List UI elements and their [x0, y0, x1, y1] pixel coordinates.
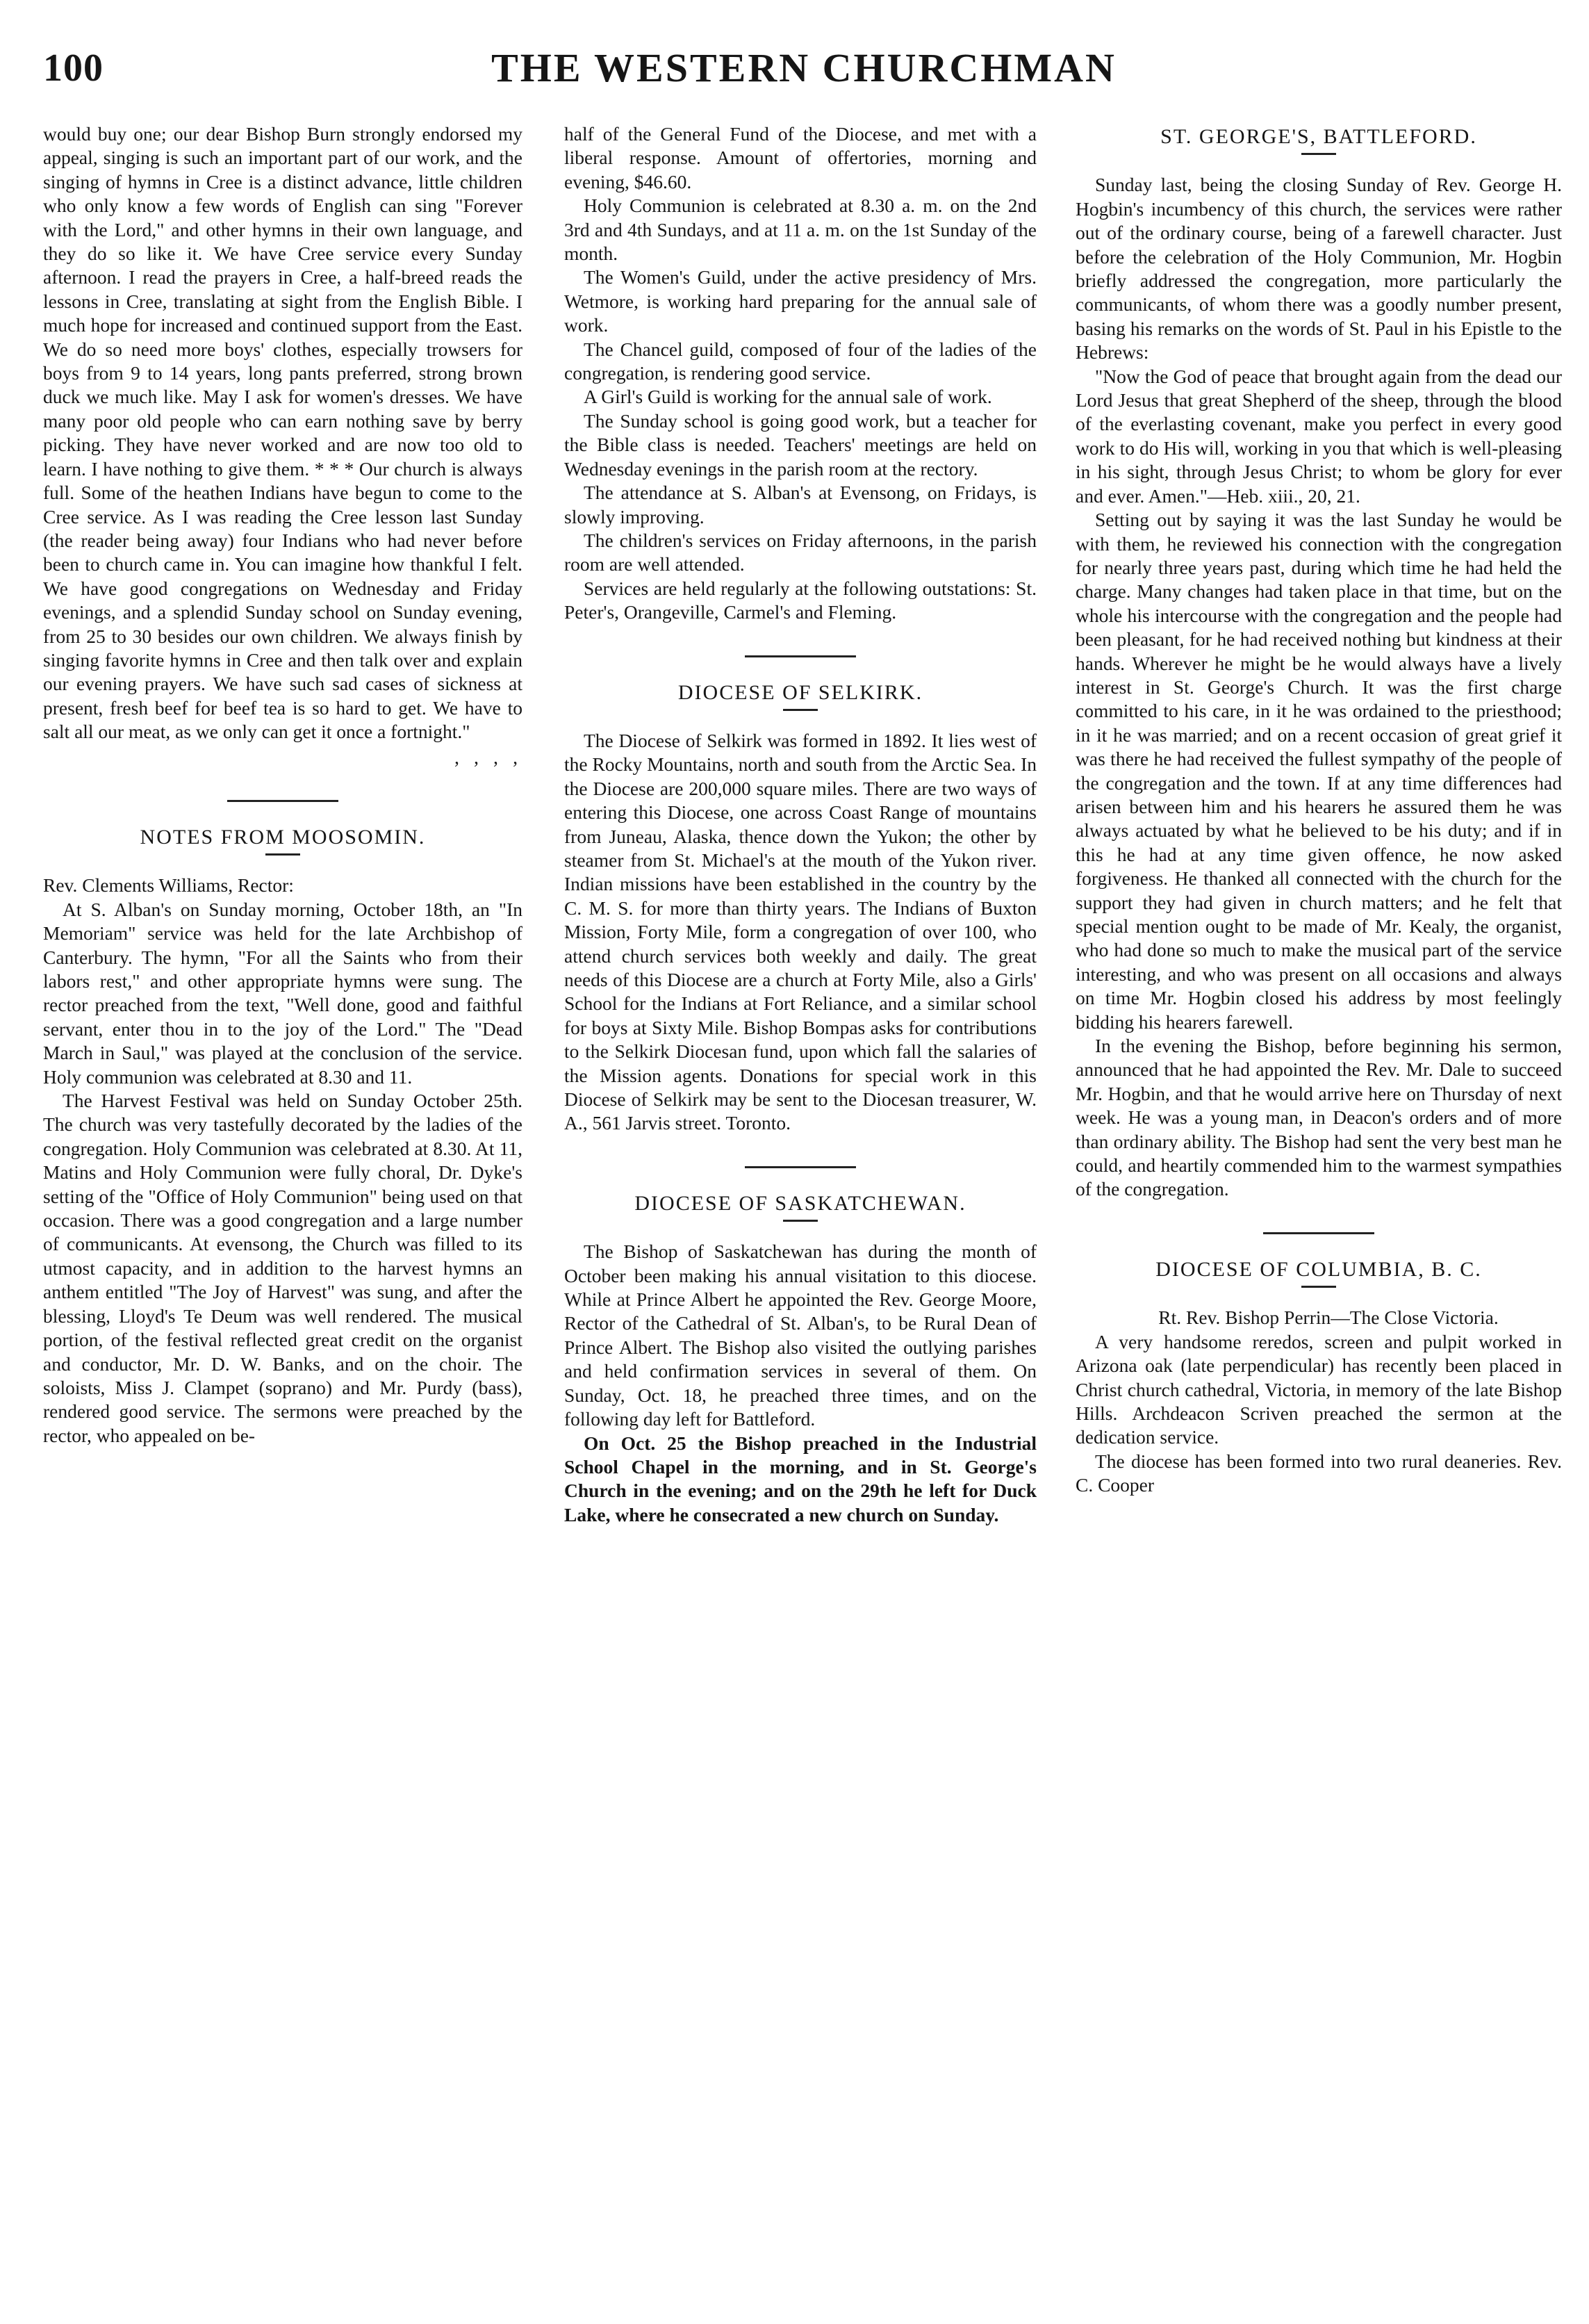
heading-rule: [265, 853, 300, 856]
article-paragraph: The Chancel guild, composed of four of the ladies of the congregation, is rendering good service.: [564, 338, 1037, 384]
article-paragraph: The Sunday school is going good work, but a teacher for the Bible class is needed. Teachers' meetings are held on Wednesday evenings in the parish room at the rectory.: [564, 409, 1037, 480]
heading-notes-from-moosomin: NOTES FROM MOOSOMIN.: [140, 825, 426, 849]
column-1: [43, 122, 522, 2298]
heading-diocese-of-columbia: DIOCESE OF COLUMBIA, B. C.: [1155, 1257, 1482, 1281]
heading-diocese-of-saskatchewan: DIOCESE OF SASKATCHEWAN.: [634, 1191, 966, 1215]
article-paragraph: The children's services on Friday afternoons, in the parish room are well attended.: [564, 529, 1037, 575]
newspaper-title: THE WESTERN CHURCHMAN: [491, 45, 1117, 90]
article-paragraph: Sunday last, being the closing Sunday of Rev. George H. Hogbin's incumbency of this church, the services were rather out of the ordinary course, being of a farewell character. Just before the celebration of the Holy Communion, Mr. Hogbin briefly addressed the congregation, more particularly the communicants, of whom there was a goodly number present, basing his remarks on the words of St. Paul in his Epistle to the Hebrews:: [1076, 174, 1562, 363]
heading-rule: [1301, 1286, 1336, 1288]
letter-continuation: would buy one; our dear Bishop Burn strongly endorsed my appeal, singing is such an important part of our work, and the singing of hymns in Cree is a distinct advance, little children who only know a few words of English can sing "Forever with the Lord," and other hymns in their own language, and they do so like it. We have Cree service every Sunday afternoon. I read the prayers in Cree, a half-breed reads the lessons in Cree, translating at sight from the English Bible. I much hope for increased and continued support from the East. We do so need more boys' clothes, especially trowsers for boys from 9 to 14 years, long pants preferred, strong brown duck we much like. May I ask for women's dresses. We have many poor old people who can earn nothing save by berry picking. They have never worked and are now too old to learn. I have nothing to give them. * * * Our church is always full. Some of the heathen Indians have begun to come to the Cree service. As I was reading the Cree lesson last Sunday (the reader being away) four Indians who had never before been to church came in. You can imagine how thankful I felt. We have good congregations on Wednesday and Friday evenings, and a splendid Sunday school on Sunday evening, from 25 to 30 besides our own children. We always finish by singing favorite hymns in Cree and then talk over and explain our evening prayers. We have such sad cases of sickness at present, fresh beef for beef tea is so hard to get. We have to salt all our meat, as we only can get it once a fortnight.": [43, 123, 522, 743]
column-2: [564, 122, 1037, 2298]
section-divider: [227, 800, 338, 802]
article-paragraph: half of the General Fund of the Diocese, and met with a liberal response. Amount of offertories, morning and evening, $46.60.: [564, 123, 1037, 193]
article-paragraph: The Diocese of Selkirk was formed in 1892. It lies west of the Rocky Mountains, north and south from the Arctic Sea. In the Diocese are 200,000 square miles. There are two ways of entering this Diocese, one across Coast Range of mountains from Juneau, Alaska, thence down the Yukon; the other by steamer from St. Michael's at the mouth of the Yukon river. Indian missions have been established in the country by the C. M. S. for more than thirty years. The Indians of Buxton Mission, Forty Mile, form a congregation of over 100, who attend church services both weekly and daily. The great needs of this Diocese are a church at Forty Mile, also a Girls' School for the Indians at Fort Reliance, and a similar school for boys at Sixty Mile. Bishop Bompas asks for contributions to the Selkirk Diocesan fund, upon which fall the salaries of the Mission agents. Donations for special work in this Diocese of Selkirk may be sent to the Diocesan treasurer, W. A., 561 Jarvis street. Toronto.: [564, 729, 1037, 1134]
article-paragraph: The Bishop of Saskatchewan has during the month of October been making his annual visitation to this diocese. While at Prince Albert he appointed the Rev. George Moore, Rector of the Cathedral of St. Alban's, to be Rural Dean of Prince Albert. The Bishop also visited the outlying parishes and held confirmation services in several of them. On Sunday, Oct. 18, he preached three times, and on the following day left for Battleford.: [564, 1241, 1037, 1430]
heading-diocese-of-selkirk: DIOCESE OF SELKIRK.: [677, 680, 923, 704]
section-divider: [745, 1166, 856, 1168]
article-paragraph: The Women's Guild, under the active presidency of Mrs. Wetmore, is working hard preparing for the annual sale of work.: [564, 266, 1037, 336]
article-paragraph: In the evening the Bishop, before beginning his sermon, announced that he had appointed the Rev. Mr. Dale to succeed Mr. Hogbin, and that he would arrive here on Thursday of next week. He was a young man, in Deacon's orders and of more than ordinary ability. The Bishop had sent the very best man he could, and heartily commended him to the warmest sympathies of the congregation.: [1076, 1035, 1562, 1200]
article-paragraph: Services are held regularly at the following outstations: St. Peter's, Orangeville, Carmel's and Fleming.: [564, 577, 1037, 623]
article-paragraph: A very handsome reredos, screen and pulpit worked in Arizona oak (late perpendicular) has recently been placed in Christ church cathedral, Victoria, in memory of the late Bishop Hills. Archdeacon Scriven preached the sermon at the dedication service.: [1076, 1330, 1562, 1448]
column-3: [1076, 122, 1562, 2298]
article-paragraph: The Harvest Festival was held on Sunday October 25th. The church was very tastefully decorated by the ladies of the congregation. Holy Communion was celebrated at 8.30. At 11, Matins and Holy Communion were fully choral, Dr. Dyke's setting of the "Office of Holy Communion" being used on that occasion. There was a good congregation and a large number of communicants. At evensong, the Church was filled to its utmost capacity, and in addition to the harvest hymns an anthem entitled "The Joy of Harvest" was sung, and after the blessing, Lloyd's Te Deum was well rendered. The musical portion, of the festival reflected great credit on the organist and conductor, Mr. D. W. Banks, and on the choir. The soloists, Miss J. Clampet (soprano) and Mr. Purdy (bass), rendered good service. The sermons were preached by the rector, who appealed on be-: [43, 1090, 522, 1446]
heading-st-georges-battleford: ST. GEORGE'S, BATTLEFORD.: [1160, 125, 1477, 148]
page-number: 100: [43, 47, 104, 90]
section-divider: [1263, 1232, 1374, 1234]
heading-rule: [783, 709, 818, 711]
article-paragraph: Setting out by saying it was the last Sunday he would be with them, he reviewed his connection with the congregation for nearly three years past, during which time he had held the charge. Many changes had taken place in that time, but on the whole his intercourse with the congregation and the people had been pleasant, for he had received nothing but kindness at their hands. Wherever he might be he would always have a lively interest in St. George's Church. It was the first charge committed to his care, in it he was ordained to the priesthood; in it he was married; and on a recent occasion of great grief it was there he had received the fullest sympathy of the people of the congregation and the town. If at any time differences had arisen between him and his hearers he assured them he was always actuated by what he believed to be his duty; and if in this he had at any time given offence, he now asked forgiveness. He thanked all connected with the church for the support they had given in church matters; and he felt that special mention ought to be made of Mr. Kealy, the organist, who had done so much to make the musical part of the service interesting, and who was present on all occasions and always on time Mr. Hogbin closed his address by most feelingly bidding his hearers farewell.: [1076, 509, 1562, 1033]
article-paragraph-bold: On Oct. 25 the Bishop preached in the Industrial School Chapel in the morning, and in St. George's Church in the evening; and on the 29th he left for Duck Lake, where he consecrated a new church on Sunday.: [564, 1432, 1037, 1525]
letter-signature: ‚ ‚ ‚ ‚: [453, 746, 522, 768]
article-paragraph: Holy Communion is celebrated at 8.30 a. m. on the 2nd 3rd and 4th Sundays, and at 11 a. m. on the 1st Sunday of the month.: [564, 195, 1037, 265]
scripture-quote: "Now the God of peace that brought again from the dead our Lord Jesus that great Shepherd of the sheep, through the blood of the everlasting covenant, make you perfect in every good work to do His will, working in you that which is well-pleasing in his sight, through Jesus Christ; to whom be glory for ever and ever. Amen."—Heb. xiii., 20, 21.: [1076, 365, 1562, 507]
article-paragraph: At S. Alban's on Sunday morning, October 18th, an "In Memoriam" service was held for the late Archbishop of Canterbury. The hymn, "For all the Saints who from their labors rest," and other appropriate hymns were sung. The rector preached from the text, "Well done, good and faithful servant, enter thou in to the joy of the Lord." The "Dead March in Saul," was played at the conclusion of the service. Holy communion was celebrated at 8.30 and 11.: [43, 898, 522, 1088]
article-paragraph: The attendance at S. Alban's at Evensong, on Fridays, is slowly improving.: [564, 482, 1037, 527]
article-paragraph: A Girl's Guild is working for the annual sale of work.: [584, 386, 992, 408]
masthead: [43, 42, 1565, 97]
section-divider: [745, 655, 856, 657]
heading-rule: [783, 1220, 818, 1222]
article-paragraph: The diocese has been formed into two rural deaneries. Rev. C. Cooper: [1076, 1450, 1562, 1496]
article-subheading: Rt. Rev. Bishop Perrin—The Close Victoria.: [1158, 1307, 1499, 1329]
heading-rule: [1301, 153, 1336, 155]
article-intro: Rev. Clements Williams, Rector:: [43, 874, 294, 897]
